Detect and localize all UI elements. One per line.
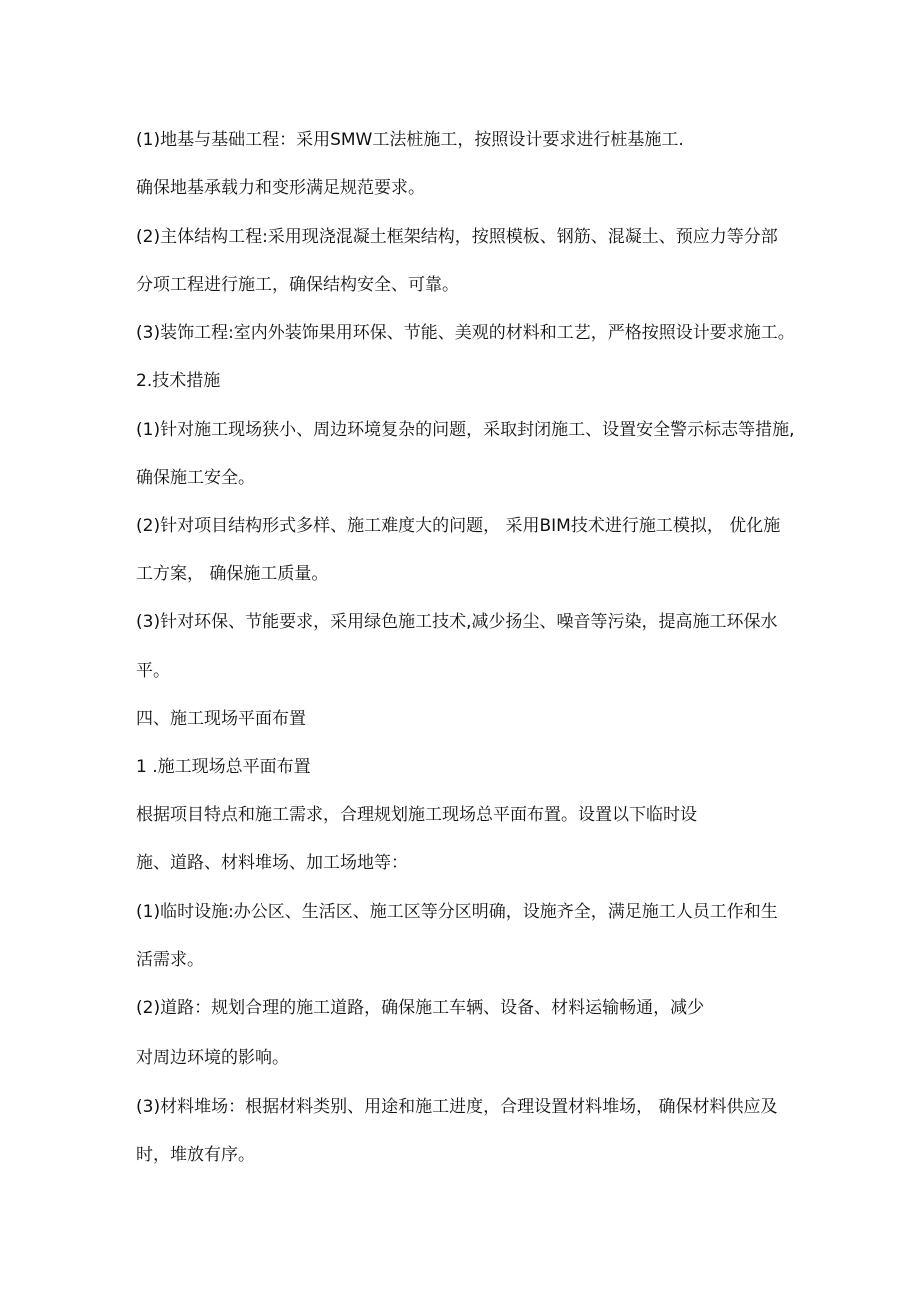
- section-heading-site-layout: 四、施工现场平面布置: [136, 709, 306, 729]
- text-line-main-structure-cont: 分项工程进行施工，确保结构安全、可靠。: [136, 275, 459, 295]
- text-line-measure-3-cont: 平。: [136, 661, 170, 681]
- text-line-roads: (2)道路：规划合理的施工道路，确保施工车辆、设备、材料运输畅通，减少: [136, 998, 705, 1018]
- section-heading-general-layout: 1 .施工现场总平面布置: [136, 757, 311, 777]
- text-line-measure-1: (1)针对施工现场狭小、周边环境复杂的问题，采取封闭施工、设置安全警示标志等措施,: [136, 420, 795, 440]
- text-line-roads-cont: 对周边环境的影响。: [136, 1048, 289, 1068]
- text-line-foundation-works-cont: 确保地基承载力和变形满足规范要求。: [136, 178, 425, 198]
- text-line-material-yard: (3)材料堆场：根据材料类别、用途和施工进度，合理设置材料堆场， 确保材料供应及: [136, 1097, 778, 1117]
- text-line-layout-intro: 根据项目特点和施工需求，合理规划施工现场总平面布置。设置以下临时设: [136, 805, 697, 825]
- section-heading-technical-measures: 2.技术措施: [136, 371, 221, 391]
- text-line-layout-intro-cont: 施、道路、材料堆场、加工场地等：: [136, 853, 408, 873]
- text-line-measure-1-cont: 确保施工安全。: [136, 468, 255, 488]
- text-line-temporary-facilities: (1)临时设施:办公区、生活区、施工区等分区明确，设施齐全，满足施工人员工作和生: [136, 902, 778, 922]
- text-line-decoration-works: (3)装饰工程:室内外装饰果用环保、节能、美观的材料和工艺，严格按照设计要求施工。: [136, 323, 795, 343]
- text-line-measure-3: (3)针对环保、节能要求，采用绿色施工技术,减少扬尘、噪音等污染，提高施工环保水: [136, 612, 778, 632]
- text-line-temporary-facilities-cont: 活需求。: [136, 950, 204, 970]
- text-line-main-structure: (2)主体结构工程:采用现浇混凝土框架结构，按照模板、钢筋、混凝土、预应力等分部: [136, 227, 778, 247]
- text-line-material-yard-cont: 时，堆放有序。: [136, 1145, 255, 1165]
- text-line-measure-2-cont: 工方案， 确保施工质量。: [136, 564, 329, 584]
- text-line-measure-2: (2)针对项目结构形式多样、施工难度大的问题， 采用BIM技术进行施工模拟， 优化施: [136, 516, 781, 536]
- text-line-foundation-works: (1)地基与基础工程：采用SMW工法桩施工，按照设计要求进行桩基施工.: [136, 130, 684, 150]
